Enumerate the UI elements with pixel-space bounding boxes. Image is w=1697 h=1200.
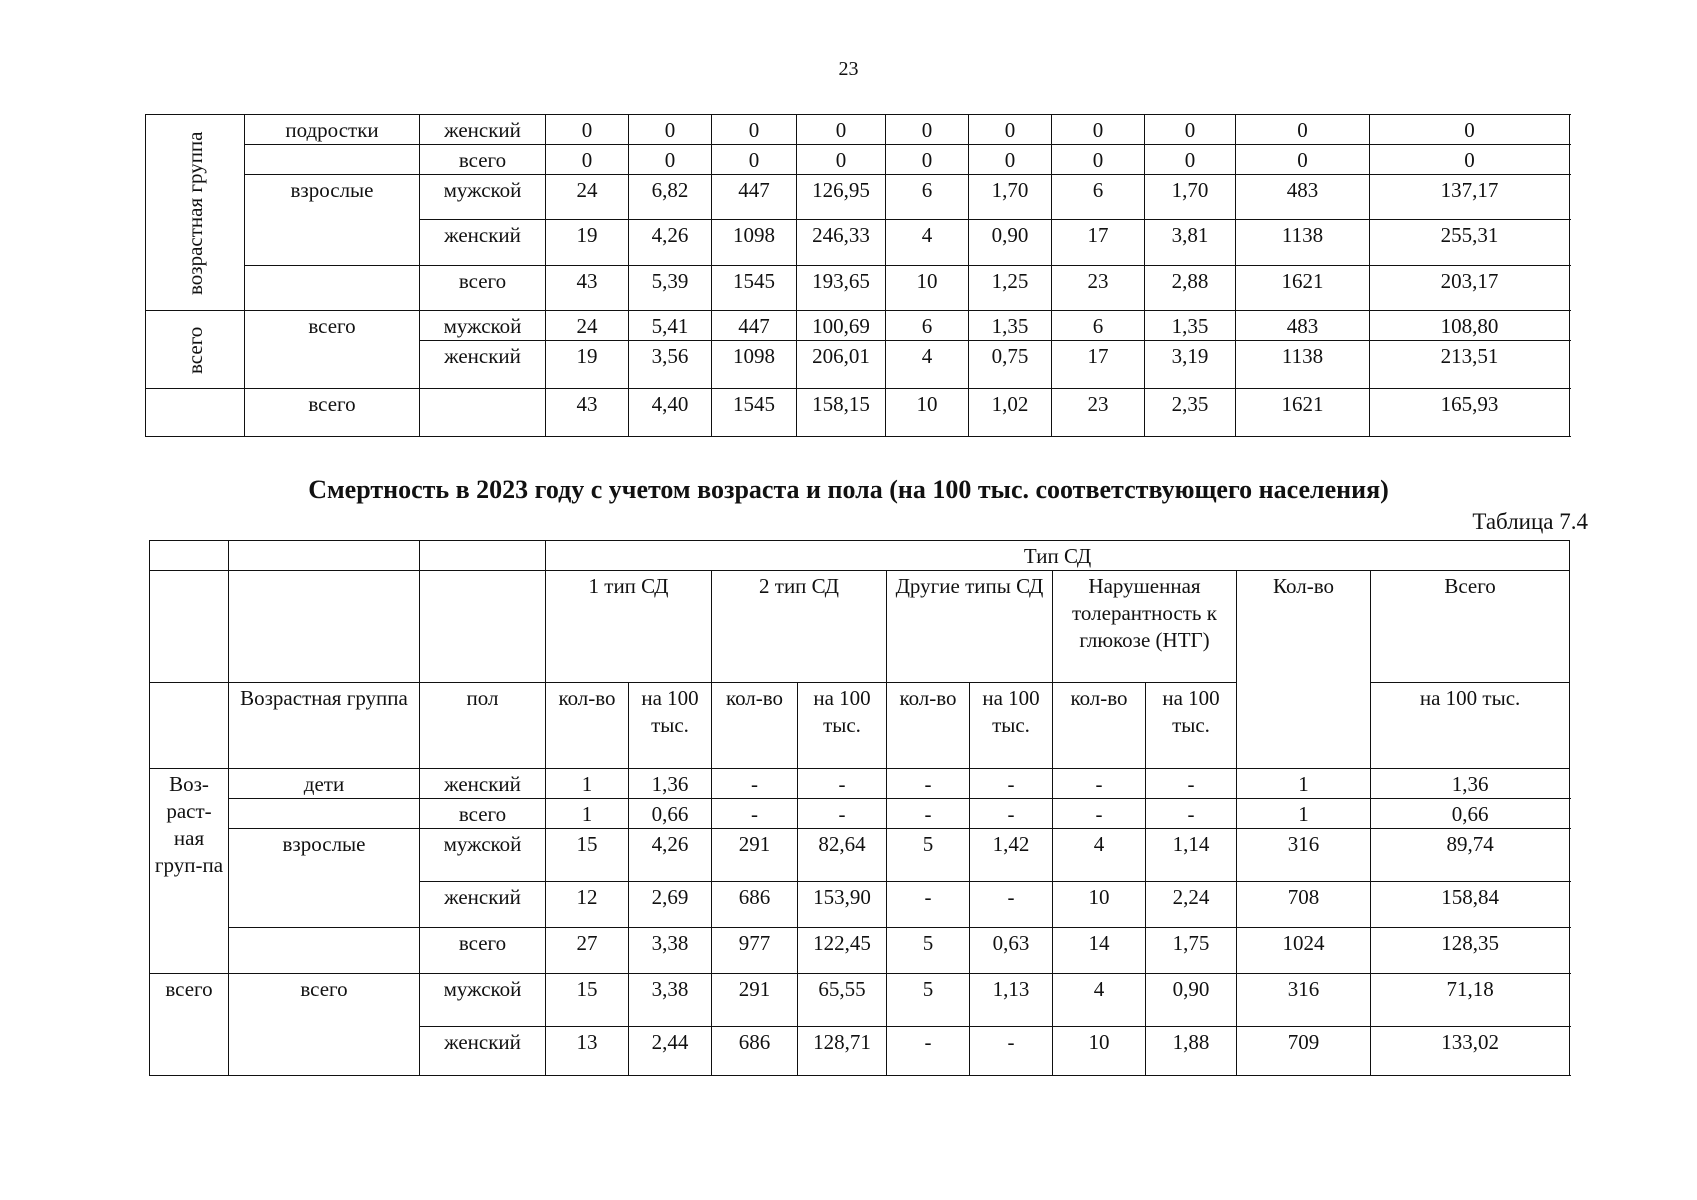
value-cell: - <box>1146 799 1237 829</box>
value-cell: 0 <box>712 115 797 145</box>
side-label-age-group: Воз-раст-ная груп-па <box>150 769 229 974</box>
value-cell: 0 <box>712 145 797 175</box>
value-cell: 2,88 <box>1145 266 1236 311</box>
value-cell: 5 <box>887 829 970 882</box>
value-cell: 24 <box>546 311 629 341</box>
value-cell: 193,65 <box>797 266 886 311</box>
sex-cell: мужской <box>420 829 546 882</box>
value-cell: 0,66 <box>1371 799 1570 829</box>
value-cell: 0 <box>546 115 629 145</box>
side-label-total: всего <box>146 311 245 389</box>
value-cell: 23 <box>1052 389 1145 437</box>
sex-cell: женский <box>420 341 546 389</box>
value-cell: 0 <box>629 115 712 145</box>
header-empty-cell <box>150 541 229 571</box>
value-cell: 27 <box>546 928 629 974</box>
value-cell: 24 <box>546 175 629 220</box>
header-empty-cell <box>420 571 546 683</box>
mortality-table <box>149 540 1570 1076</box>
table-caption: Таблица 7.4 <box>1472 509 1588 534</box>
value-cell: 0 <box>1370 145 1570 175</box>
header-per-100k: на 100 тыс. <box>629 683 712 769</box>
value-cell: 15 <box>546 974 629 1027</box>
header-kol-vo: кол-во <box>712 683 798 769</box>
value-cell: 0 <box>629 145 712 175</box>
sex-cell: женский <box>420 115 546 145</box>
value-cell: 128,71 <box>798 1027 887 1076</box>
value-cell: 89,74 <box>1371 829 1570 882</box>
empty-cell <box>146 389 245 437</box>
header-kol-vo: кол-во <box>887 683 970 769</box>
value-cell: 4 <box>886 220 969 266</box>
value-cell: 0 <box>797 145 886 175</box>
value-cell: 4,26 <box>629 220 712 266</box>
value-cell: 6 <box>886 311 969 341</box>
value-cell: 10 <box>1053 1027 1146 1076</box>
value-cell: 213,51 <box>1370 341 1570 389</box>
sex-cell: всего <box>420 145 546 175</box>
value-cell: 709 <box>1237 1027 1371 1076</box>
value-cell: 0,90 <box>1146 974 1237 1027</box>
table-row <box>150 928 1570 974</box>
value-cell: 43 <box>546 389 629 437</box>
value-cell: 977 <box>712 928 798 974</box>
value-cell: 1,13 <box>970 974 1053 1027</box>
header-kol-vo: кол-во <box>546 683 629 769</box>
value-cell: 43 <box>546 266 629 311</box>
value-cell: 2,24 <box>1146 882 1237 928</box>
value-cell: 10 <box>886 389 969 437</box>
value-cell: 12 <box>546 882 629 928</box>
value-cell: 165,93 <box>1370 389 1570 437</box>
value-cell: 291 <box>712 974 798 1027</box>
value-cell: 0 <box>1370 115 1570 145</box>
value-cell: 1,42 <box>970 829 1053 882</box>
sex-cell: мужской <box>420 175 546 220</box>
header-total: Всего <box>1371 571 1570 683</box>
value-cell: 316 <box>1237 974 1371 1027</box>
value-cell: 1,35 <box>969 311 1052 341</box>
header-age-group: Возрастная группа <box>229 683 420 769</box>
header-empty-cell <box>229 571 420 683</box>
value-cell: 1621 <box>1236 266 1370 311</box>
sex-cell: женский <box>420 220 546 266</box>
value-cell: 483 <box>1236 175 1370 220</box>
value-cell: 0,66 <box>629 799 712 829</box>
value-cell: 1138 <box>1236 220 1370 266</box>
value-cell: 153,90 <box>798 882 887 928</box>
value-cell: 2,69 <box>629 882 712 928</box>
value-cell: 17 <box>1052 220 1145 266</box>
value-cell: 4,40 <box>629 389 712 437</box>
value-cell: 19 <box>546 341 629 389</box>
value-cell: 2,44 <box>629 1027 712 1076</box>
table-row <box>150 974 1570 1027</box>
value-cell: 0 <box>1052 145 1145 175</box>
value-cell: 483 <box>1236 311 1370 341</box>
value-cell: 1 <box>1237 769 1371 799</box>
table-row <box>146 145 1570 175</box>
value-cell: 203,17 <box>1370 266 1570 311</box>
value-cell: 0 <box>1145 145 1236 175</box>
value-cell: 3,38 <box>629 928 712 974</box>
header-other-types: Другие типы СД <box>887 571 1053 683</box>
value-cell: - <box>887 799 970 829</box>
value-cell: 1098 <box>712 341 797 389</box>
age-group-cell: всего <box>229 974 420 1076</box>
value-cell: 100,69 <box>797 311 886 341</box>
value-cell: 2,35 <box>1145 389 1236 437</box>
age-group-cell: всего <box>245 311 420 389</box>
value-cell: 0,63 <box>970 928 1053 974</box>
value-cell: 0 <box>797 115 886 145</box>
value-cell: 10 <box>1053 882 1146 928</box>
header-type-sd: Тип СД <box>546 541 1570 571</box>
value-cell: 0 <box>969 145 1052 175</box>
header-per-100k: на 100 тыс. <box>1146 683 1237 769</box>
value-cell: 128,35 <box>1371 928 1570 974</box>
value-cell: 71,18 <box>1371 974 1570 1027</box>
value-cell: 14 <box>1053 928 1146 974</box>
sex-cell: женский <box>420 1027 546 1076</box>
value-cell: 291 <box>712 829 798 882</box>
value-cell: 6 <box>1052 175 1145 220</box>
value-cell: 1,36 <box>1371 769 1570 799</box>
value-cell: 447 <box>712 175 797 220</box>
value-cell: 686 <box>712 882 798 928</box>
page-number: 23 <box>838 58 859 80</box>
value-cell: 0,90 <box>969 220 1052 266</box>
value-cell: 17 <box>1052 341 1145 389</box>
age-group-cell <box>229 799 420 829</box>
value-cell: 1621 <box>1236 389 1370 437</box>
value-cell: 122,45 <box>798 928 887 974</box>
table-row <box>146 115 1570 145</box>
value-cell: 19 <box>546 220 629 266</box>
value-cell: 3,56 <box>629 341 712 389</box>
value-cell: 23 <box>1052 266 1145 311</box>
value-cell: 1545 <box>712 389 797 437</box>
table-row <box>146 389 1570 437</box>
sex-cell: мужской <box>420 311 546 341</box>
header-empty-cell <box>150 571 229 683</box>
value-cell: 1138 <box>1236 341 1370 389</box>
age-group-cell: подростки <box>245 115 420 145</box>
value-cell: 1098 <box>712 220 797 266</box>
value-cell: - <box>887 769 970 799</box>
value-cell: 0 <box>886 145 969 175</box>
value-cell: 133,02 <box>1371 1027 1570 1076</box>
table-continued <box>145 114 1570 437</box>
value-cell: 0 <box>1236 145 1370 175</box>
value-cell: - <box>1146 769 1237 799</box>
value-cell: 0 <box>1236 115 1370 145</box>
sex-cell: женский <box>420 882 546 928</box>
value-cell: 1024 <box>1237 928 1371 974</box>
sex-cell: всего <box>420 799 546 829</box>
value-cell: 82,64 <box>798 829 887 882</box>
value-cell: - <box>1053 799 1146 829</box>
header-count: Кол-во <box>1237 571 1371 769</box>
table-row <box>146 311 1570 341</box>
value-cell: 4 <box>1053 829 1146 882</box>
value-cell: 5,41 <box>629 311 712 341</box>
value-cell: - <box>970 882 1053 928</box>
value-cell: - <box>1053 769 1146 799</box>
value-cell: 1 <box>546 769 629 799</box>
value-cell: 3,81 <box>1145 220 1236 266</box>
header-kol-vo: кол-во <box>1053 683 1146 769</box>
value-cell: - <box>712 769 798 799</box>
value-cell: 1,35 <box>1145 311 1236 341</box>
table-row <box>150 769 1570 799</box>
value-cell: 5 <box>887 974 970 1027</box>
age-group-cell <box>245 145 420 175</box>
value-cell: 1,25 <box>969 266 1052 311</box>
value-cell: - <box>887 882 970 928</box>
value-cell: 1,75 <box>1146 928 1237 974</box>
value-cell: 1,36 <box>629 769 712 799</box>
header-type1: 1 тип СД <box>546 571 712 683</box>
value-cell: 1545 <box>712 266 797 311</box>
value-cell: 1 <box>546 799 629 829</box>
header-per-100k: на 100 тыс. <box>970 683 1053 769</box>
sex-cell: всего <box>420 266 546 311</box>
value-cell: 686 <box>712 1027 798 1076</box>
value-cell: 6 <box>886 175 969 220</box>
value-cell: 1,14 <box>1146 829 1237 882</box>
value-cell: 6,82 <box>629 175 712 220</box>
age-group-cell: дети <box>229 769 420 799</box>
age-group-cell: всего <box>245 389 420 437</box>
value-cell: 255,31 <box>1370 220 1570 266</box>
value-cell: 137,17 <box>1370 175 1570 220</box>
value-cell: 4 <box>886 341 969 389</box>
value-cell: 126,95 <box>797 175 886 220</box>
value-cell: 158,15 <box>797 389 886 437</box>
value-cell: 246,33 <box>797 220 886 266</box>
value-cell: 13 <box>546 1027 629 1076</box>
header-empty-cell <box>420 541 546 571</box>
table-row <box>150 799 1570 829</box>
value-cell: 0,75 <box>969 341 1052 389</box>
value-cell: - <box>970 799 1053 829</box>
value-cell: 5,39 <box>629 266 712 311</box>
value-cell: 0 <box>969 115 1052 145</box>
sex-cell: мужской <box>420 974 546 1027</box>
sex-cell <box>420 389 546 437</box>
value-cell: 0 <box>546 145 629 175</box>
value-cell: 3,19 <box>1145 341 1236 389</box>
value-cell: 316 <box>1237 829 1371 882</box>
age-group-cell: взрослые <box>245 175 420 266</box>
table-row <box>150 829 1570 882</box>
header-per-100k: на 100 тыс. <box>798 683 887 769</box>
value-cell: 0 <box>886 115 969 145</box>
value-cell: 158,84 <box>1371 882 1570 928</box>
value-cell: 0 <box>1052 115 1145 145</box>
value-cell: 1 <box>1237 799 1371 829</box>
side-label-total: всего <box>150 974 229 1076</box>
value-cell: 108,80 <box>1370 311 1570 341</box>
header-type2: 2 тип СД <box>712 571 887 683</box>
value-cell: - <box>798 769 887 799</box>
value-cell: - <box>970 769 1053 799</box>
sex-cell: всего <box>420 928 546 974</box>
age-group-cell <box>245 266 420 311</box>
value-cell: 1,70 <box>969 175 1052 220</box>
value-cell: 5 <box>887 928 970 974</box>
age-group-cell <box>229 928 420 974</box>
value-cell: 65,55 <box>798 974 887 1027</box>
side-label-age-group: возрастная группа <box>146 115 245 311</box>
sex-cell: женский <box>420 769 546 799</box>
value-cell: 447 <box>712 311 797 341</box>
value-cell: - <box>712 799 798 829</box>
value-cell: 708 <box>1237 882 1371 928</box>
value-cell: 1,02 <box>969 389 1052 437</box>
value-cell: 4,26 <box>629 829 712 882</box>
value-cell: 3,38 <box>629 974 712 1027</box>
table-row <box>146 266 1570 311</box>
value-cell: 0 <box>1145 115 1236 145</box>
value-cell: 4 <box>1053 974 1146 1027</box>
table-heading: Смертность в 2023 году с учетом возраста и пола (на 100 тыс. соответствующего населения) <box>308 475 1389 504</box>
table-row <box>146 175 1570 220</box>
value-cell: 6 <box>1052 311 1145 341</box>
value-cell: 1,88 <box>1146 1027 1237 1076</box>
header-sex: пол <box>420 683 546 769</box>
value-cell: - <box>798 799 887 829</box>
value-cell: 1,70 <box>1145 175 1236 220</box>
value-cell: 10 <box>886 266 969 311</box>
value-cell: 206,01 <box>797 341 886 389</box>
value-cell: - <box>887 1027 970 1076</box>
header-ntg: Нарушенная толерантность к глюкозе (НТГ) <box>1053 571 1237 683</box>
header-empty-cell <box>229 541 420 571</box>
value-cell: - <box>970 1027 1053 1076</box>
header-empty-cell <box>150 683 229 769</box>
age-group-cell: взрослые <box>229 829 420 928</box>
value-cell: 15 <box>546 829 629 882</box>
header-total-per-100k: на 100 тыс. <box>1371 683 1570 769</box>
